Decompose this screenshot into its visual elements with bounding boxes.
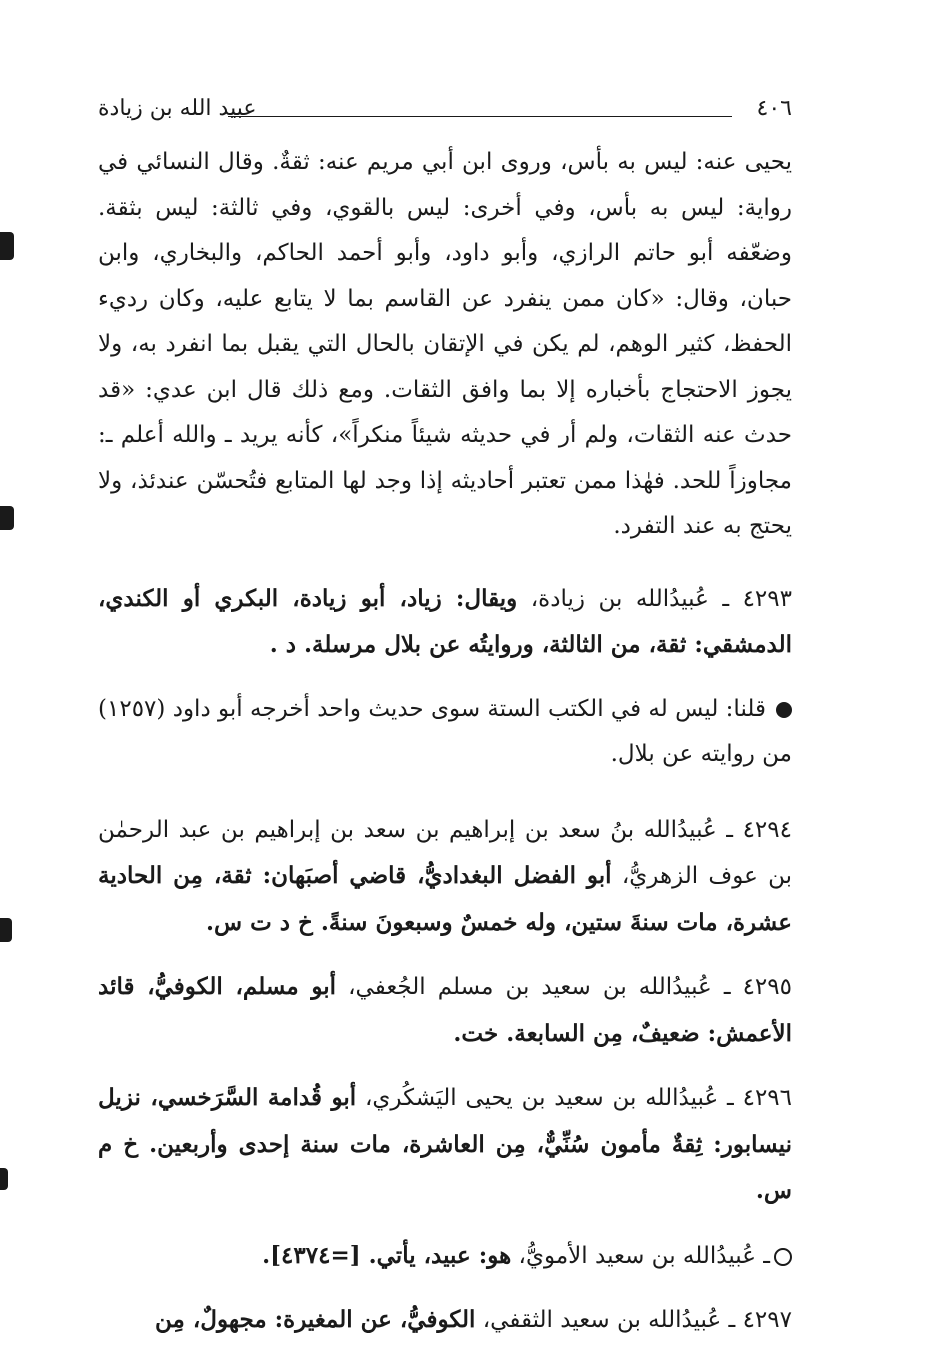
entry-number: ـ [763,1242,770,1269]
entry-text: الكوفيُّ، عن المغيرة: مجهولٌ، مِن [155,1306,476,1333]
entry-4297 [98,1297,792,1344]
bullet-icon [776,702,792,718]
entry-text: أبو قُدامة السَّرَخسي، نزيل نيسابور: ثِقةٌ مأمون سُنِّيٌّ، مِن العاشرة، مات سنة إحدى وأربعين. خ م س. [98,1084,792,1204]
entry-name: عُبيدُالله بنُ سعد بن إبراهيم بن سعد بن إبراهيم بن عبد الرحمٰن بن عوف الزهريُّ، [98,816,792,889]
entry-name: عُبيدُالله بن سعيد الأمويُّ، [518,1242,756,1269]
entry-4296 [98,1075,792,1215]
scan-edge-mark [0,1168,8,1190]
entry-text: أبو الفضل البغداديُّ، قاضي أصبَهان: ثقة، مِن الحادية عشرة، مات سنةَ ستين، وله خمسٌ وسبعونَ سنةً. خ د ت س. [98,862,792,936]
entry-text: أبو مسلم، الكوفيُّ، قائد الأعمش: ضعيفٌ، مِن السابعة. خت. [98,973,792,1047]
header-rule [228,116,732,117]
entry-name: عُبيدُالله بن سعيد بن يحيى اليَشكُري، [364,1085,719,1111]
note-text: قلنا: ليس له في الكتب الستة سوى حديث واحد أخرجه أبو داود (١٢٥٧) من روايته عن بلال. [98,695,792,767]
note-4293 [98,687,792,778]
scan-edge-mark [0,506,14,530]
entry-text: هو: عبيد، يأتي. [=٤٣٧٤]. [262,1241,512,1269]
scan-edge-mark [0,232,14,260]
cross-reference [98,1233,792,1280]
entry-4294 [98,808,792,947]
entry-number: ٤٢٩٧ ـ [728,1307,792,1333]
entry-number: ٤٢٩٣ ـ [722,585,792,612]
page-body [98,140,792,1362]
entry-number: ٤٢٩٥ ـ [723,974,792,1000]
entry-text: ويقال: زياد، أبو زيادة، البكري أو الكندي، الدمشقي: ثقة، من الثالثة، وروايتُه عن بلال مرسلة. د . [98,584,792,658]
entry-4295 [98,964,792,1057]
entry-number: ٤٢٩٦ ـ [727,1085,793,1111]
continued-paragraph: يحيى عنه: ليس به بأس، وروى ابن أبي مريم عنه: ثقةٌ. وقال النسائي في رواية: ليس به بأس، وفي أخرى: ليس بالقوي، وفي ثالثة: ليس بثقة. وضعّفه أبو حاتم الرازي، وأبو داود، وأبو أحمد الحاكم، والبخاري، وابن حبان، وقال: «كان ممن ينفرد عن القاسم بما لا يتابع عليه، وكان رديء الحفظ، كثير الوهم، لم يكن في الإتقان بالحال التي يقبل بما انفرد به، ولا يجوز الاحتجاج بأخباره إلا بما وافق الثقات. ومع ذلك قال ابن عدي: «قد حدث عنه الثقات، ولم أر في حديثه شيئاً منكراً»، كأنه يريد ـ والله أعلم ـ: مجاوزاً للحد. فهٰذا ممن تعتبر أحاديثه إذا وجد لها المتابع فتُحسّن عندئذ، ولا يحتج به عند التفرد. [98,149,792,539]
page-number: ٤٠٦ [756,96,792,121]
entry-number: ٤٢٩٤ ـ [726,816,792,843]
entry-name: عُبيدُالله بن سعيد بن مسلم الجُعفي، [348,974,712,1000]
running-header [98,96,792,126]
scan-edge-mark [0,918,12,942]
entry-name: عُبيدُالله بن زيادة، [530,585,709,612]
entry-name: عُبيدُالله بن سعيد الثقفي، [482,1307,722,1333]
circle-icon [774,1248,792,1266]
entry-4293 [98,576,792,669]
running-title: عبيد الله بن زيادة [98,96,257,121]
